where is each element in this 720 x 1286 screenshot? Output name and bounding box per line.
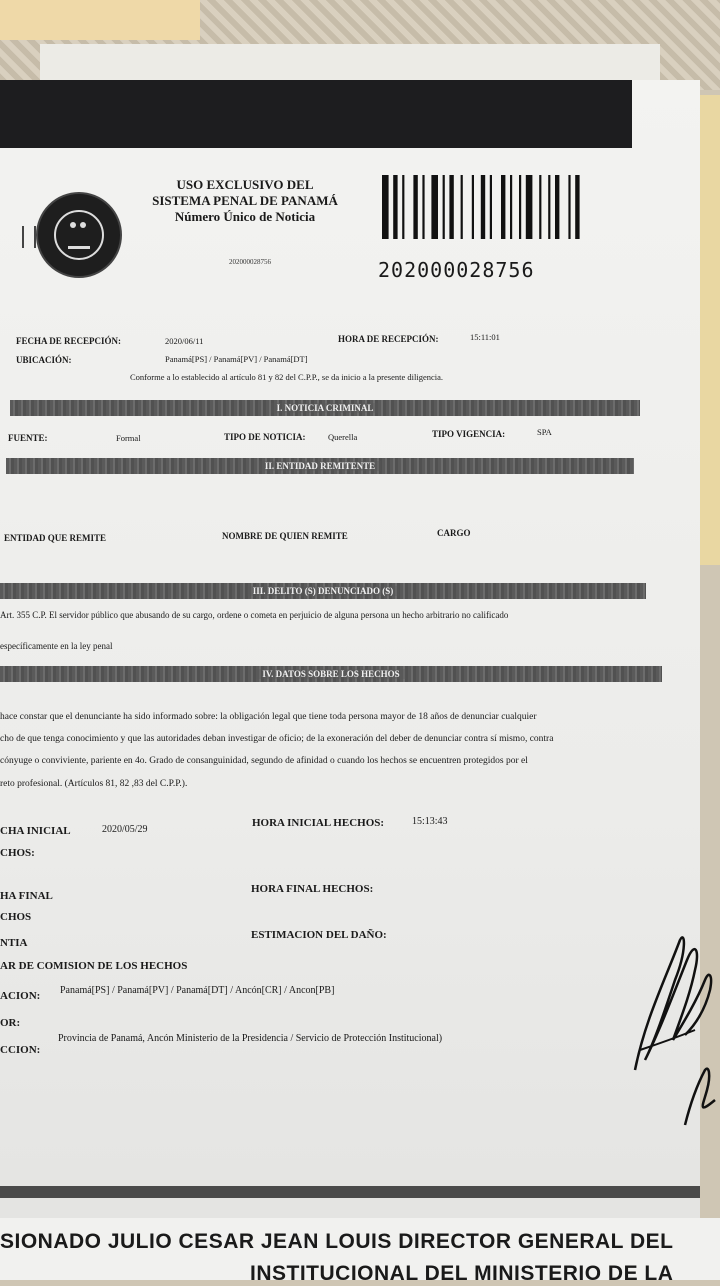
hora-inicial-label: HORA INICIAL HECHOS: <box>252 817 385 829</box>
hechos-paragraph-line3: cónyuge o conviviente, pariente en 4o. Grado de consanguinidad, segundo de afinidad o cuando los hechos se encuentren protegidos por el <box>0 756 528 766</box>
tipo-noticia-value: Querella <box>328 432 358 442</box>
tipo-noticia-label: TIPO DE NOTICIA: <box>224 432 306 442</box>
section4-bar <box>0 666 662 682</box>
fecha-inicial-label: CHA INICIAL <box>0 825 71 837</box>
conforme-text: Conforme a lo establecido al artículo 81 y 82 del C.P.P., se da inicio a la presente diligencia. <box>130 372 444 382</box>
fuente-value: Formal <box>116 433 141 443</box>
small-code: 202000028756 <box>229 258 271 266</box>
tipo-vigencia-value: SPA <box>537 427 552 437</box>
ubicacion-hechos-value: Panamá[PS] / Panamá[PV] / Panamá[DT] / Ancón[CR] / Ancon[PB] <box>60 985 335 996</box>
section3-bar <box>0 583 646 599</box>
bottom-sheet <box>0 1218 720 1285</box>
side-mark <box>22 226 36 248</box>
section2-bar <box>6 458 634 474</box>
section4-title: IV. DATOS SOBRE LOS HECHOS <box>256 669 405 679</box>
tipo-vigencia-label: TIPO VIGENCIA: <box>432 429 506 439</box>
background-note <box>0 0 200 40</box>
hechos-paragraph-line2: cho de que tenga conocimiento y que las autoridades deban investigar de oficio; de la exoneración del deber de denunciar contra sí mismo, contra <box>0 734 554 744</box>
header-line1: USO EXCLUSIVO DEL <box>176 177 314 192</box>
fecha-recepcion-value: 2020/06/11 <box>165 336 204 346</box>
signature-icon <box>625 920 720 1130</box>
entidad-remite-label: ENTIDAD QUE REMITE <box>4 533 107 543</box>
nombre-remite-label: NOMBRE DE QUIEN REMITE <box>222 531 348 541</box>
hora-inicial-value: 15:13:43 <box>412 816 448 827</box>
bottom-bar <box>0 1186 700 1198</box>
header-line3: Número Único de Noticia <box>174 209 316 224</box>
back-sheet <box>40 44 660 84</box>
hora-final-label: HORA FINAL HECHOS: <box>251 883 374 895</box>
barcode-icon <box>382 175 592 239</box>
sector-label: OR: <box>0 1017 21 1029</box>
ubicacion-label: UBICACIÓN: <box>16 355 72 365</box>
seal-inner-ring <box>54 210 104 260</box>
lugar-comision-label: AR DE COMISION DE LOS HECHOS <box>0 960 188 972</box>
bottom-line2: INSTITUCIONAL DEL MINISTERIO DE LA <box>250 1262 674 1285</box>
ubicacion-hechos-label: ACION: <box>0 990 41 1002</box>
ubicacion-value: Panamá[PS] / Panamá[PV] / Panamá[DT] <box>165 354 308 364</box>
header-title <box>130 177 360 225</box>
delito-line2: específicamente en la ley penal <box>0 641 113 651</box>
delito-line1: Art. 355 C.P. El servidor público que abusando de su cargo, ordene o cometa en perjuicio de alguna persona un hecho arbitrario no calificado <box>0 610 509 620</box>
direccion-label: CCION: <box>0 1044 41 1056</box>
header-line2: SISTEMA PENAL DE PANAMÁ <box>152 193 338 208</box>
section2-title: II. ENTIDAD REMITENTE <box>259 461 381 471</box>
fecha-recepcion-label: FECHA DE RECEPCIÓN: <box>16 336 122 346</box>
fecha-final-label: HA FINAL <box>0 890 53 902</box>
bottom-line1: SIONADO JULIO CESAR JEAN LOUIS DIRECTOR GENERAL DEL <box>0 1230 674 1253</box>
black-band <box>0 80 632 148</box>
hora-recepcion-value: 15:11:01 <box>470 332 500 342</box>
direccion-value: Provincia de Panamá, Ancón Ministerio de la Presidencia / Servicio de Protección Institucional) <box>58 1033 443 1044</box>
cuantia-label: NTIA <box>0 937 28 949</box>
section3-title: III. DELITO (S) DENUNCIADO (S) <box>247 586 400 596</box>
document-page <box>0 80 700 1280</box>
section1-bar <box>10 400 640 416</box>
cargo-label: CARGO <box>437 528 471 538</box>
hechos-label-1: CHOS: <box>0 847 35 859</box>
estimacion-dano-label: ESTIMACION DEL DAÑO: <box>251 929 387 941</box>
fecha-inicial-value: 2020/05/29 <box>102 824 148 835</box>
barcode-number: 202000028756 <box>378 258 535 282</box>
hora-recepcion-label: HORA DE RECEPCIÓN: <box>338 334 439 344</box>
fuente-label: FUENTE: <box>8 433 48 443</box>
seal-figures-icon <box>68 222 90 249</box>
hechos-paragraph-line4: reto profesional. (Artículos 81, 82 ,83 del C.P.P.). <box>0 779 188 789</box>
section1-title: I. NOTICIA CRIMINAL <box>271 403 380 413</box>
hechos-label-2: CHOS <box>0 911 32 923</box>
seal-logo-icon <box>36 192 122 278</box>
hechos-paragraph-line1: hace constar que el denunciante ha sido informado sobre: la obligación legal que tiene toda persona mayor de 18 años de denunciar cualquier <box>0 712 537 722</box>
